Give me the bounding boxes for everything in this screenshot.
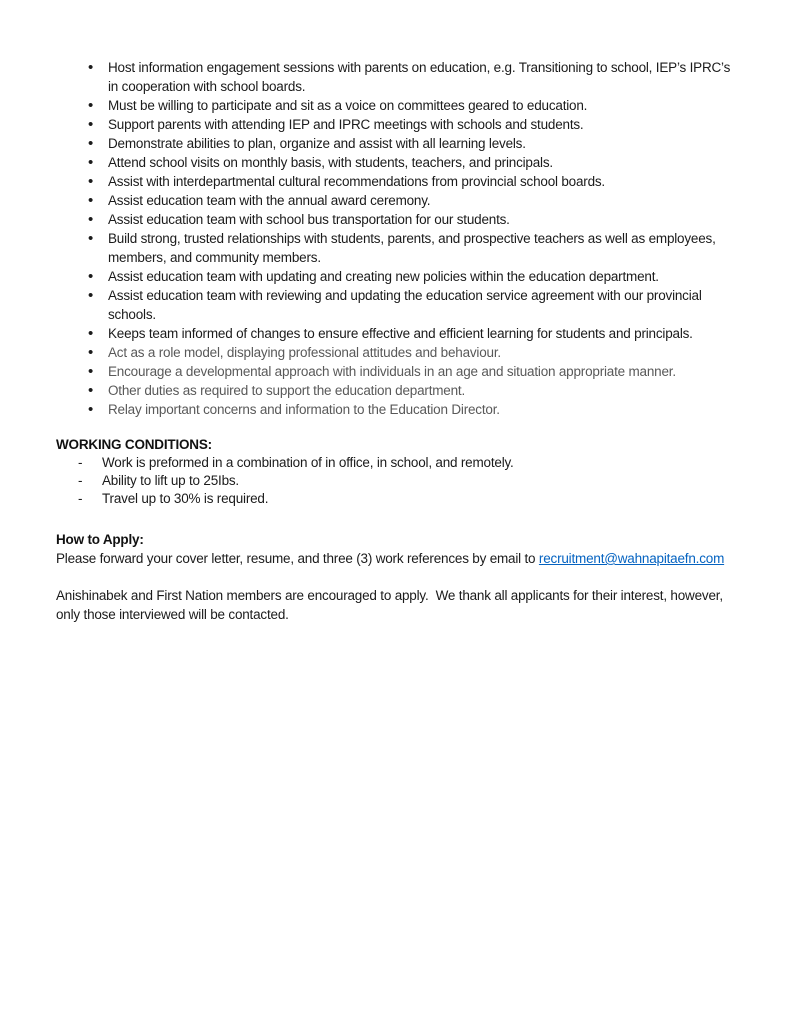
duty-item: • Assist education team with school bus transportation for our students. (56, 210, 735, 229)
working-condition-item: - Ability to lift up to 25Ibs. (56, 472, 735, 490)
duty-item: • Assist education team with the annual award ceremony. (56, 191, 735, 210)
duty-item: • Support parents with attending IEP and IPRC meetings with schools and students. (56, 115, 735, 134)
duty-item: • Assist with interdepartmental cultural recommendations from provincial school boards. (56, 172, 735, 191)
duty-item: • Attend school visits on monthly basis, with students, teachers, and principals. (56, 153, 735, 172)
duty-item: • Act as a role model, displaying professional attitudes and behaviour. (56, 343, 735, 362)
duty-item: • Build strong, trusted relationships with students, parents, and prospective teachers as well as employees, members, and community members. (56, 229, 735, 267)
working-condition-item: - Travel up to 30% is required. (56, 490, 735, 508)
apply-instructions-text: Please forward your cover letter, resume, and three (3) work references by email to (56, 551, 539, 566)
duty-item: • Demonstrate abilities to plan, organize and assist with all learning levels. (56, 134, 735, 153)
duty-item: • Assist education team with reviewing and updating the education service agreement with our provincial schools. (56, 286, 735, 324)
recruitment-email-link[interactable]: recruitment@wahnapitaefn.com (538, 551, 725, 566)
working-conditions-heading: WORKING CONDITIONS: (56, 437, 212, 452)
working-condition-item: - Work is preformed in a combination of in office, in school, and remotely. (56, 454, 735, 472)
duty-item: • Encourage a developmental approach with individuals in an age and situation appropriate manner. (56, 362, 735, 381)
duty-item: • Other duties as required to support the education department. (56, 381, 735, 400)
duties-list (56, 58, 735, 419)
duty-item: • Keeps team informed of changes to ensure effective and efficient learning for students and principals. (56, 324, 735, 343)
how-to-apply-heading: How to Apply: (56, 532, 144, 547)
working-conditions-list (56, 454, 735, 508)
duty-item: • Must be willing to participate and sit as a voice on committees geared to education. (56, 96, 735, 115)
duty-item: • Assist education team with updating and creating new policies within the education department. (56, 267, 735, 286)
closing-statement: Anishinabek and First Nation members are encouraged to apply. We thank all applicants for their interest, however, only those interviewed will be contacted. (56, 588, 723, 622)
duty-item: • Relay important concerns and information to the Education Director. (56, 400, 735, 419)
apply-instructions (56, 549, 735, 568)
duty-item: • Host information engagement sessions with parents on education, e.g. Transitioning to school, IEP’s IPRC’s in cooperation with school boards. (56, 58, 735, 96)
